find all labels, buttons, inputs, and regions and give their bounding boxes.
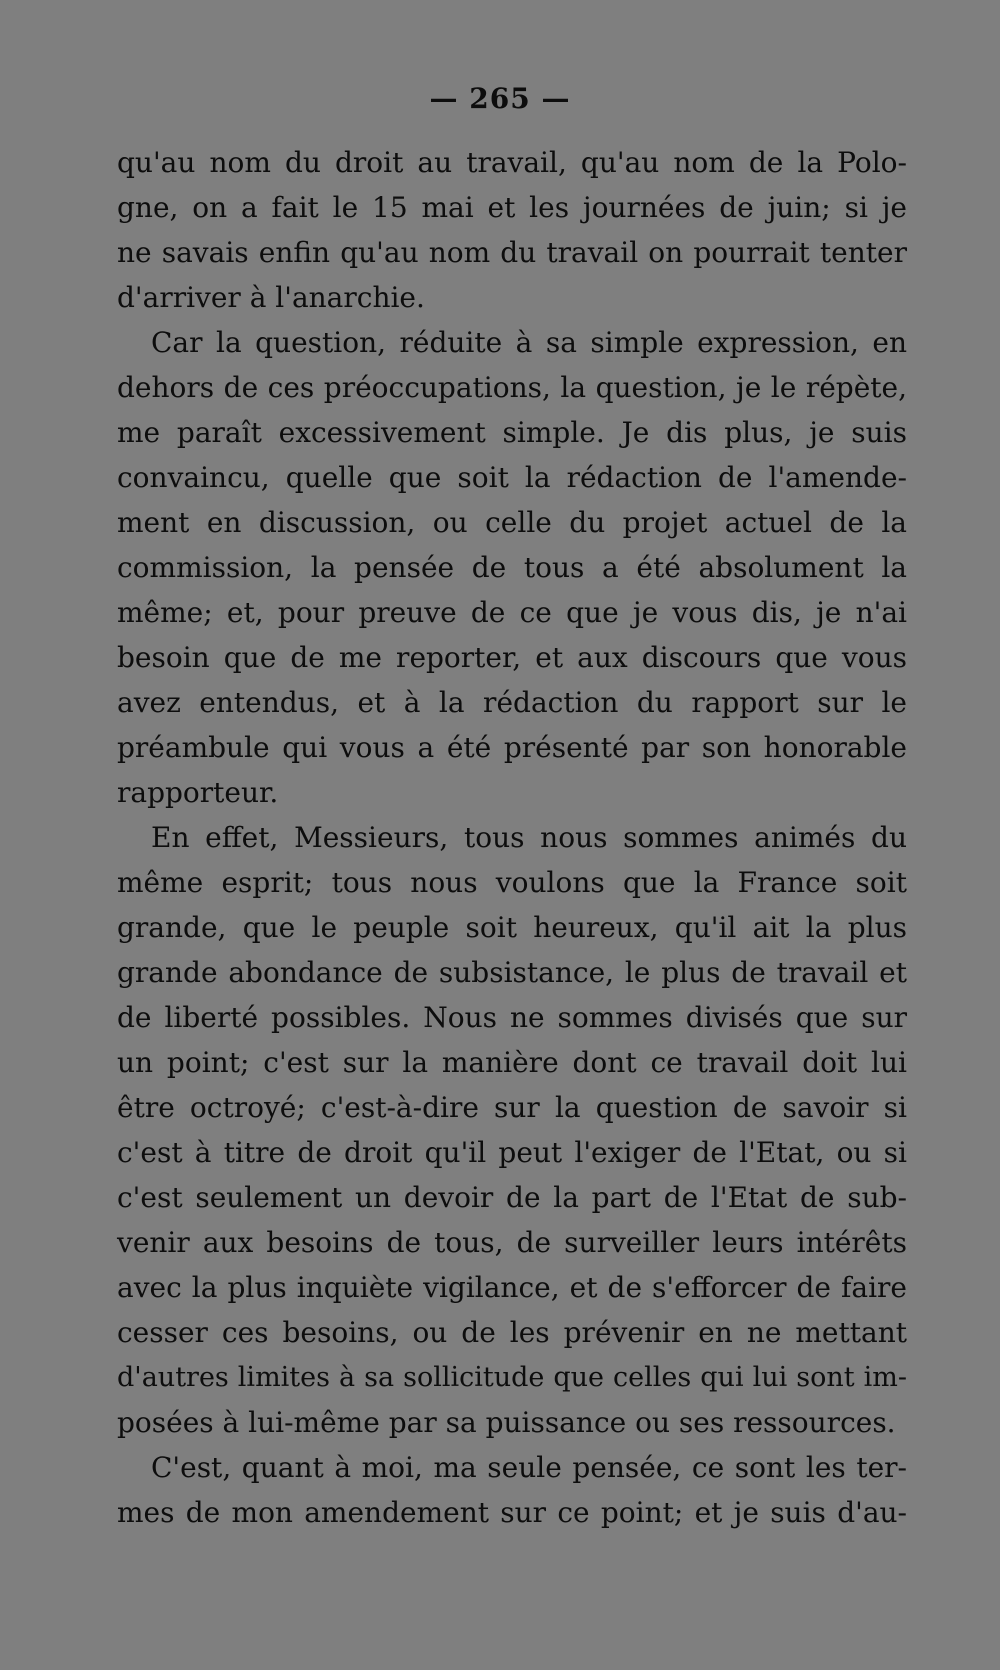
text-line: En effet, Messieurs, tous nous sommes animés du — [151, 821, 907, 854]
text-line: même; et, pour preuve de ce que je vous dis, je n'ai — [117, 596, 907, 629]
text-line: ment en discussion, ou celle du projet actuel de la — [117, 506, 907, 539]
text-line: qu'au nom du droit au travail, qu'au nom de la Polo- — [117, 146, 907, 179]
text-line: c'est seulement un devoir de la part de l'Etat de sub- — [117, 1181, 907, 1214]
text-line: cesser ces besoins, ou de les prévenir en ne mettant — [117, 1316, 907, 1349]
text-line: gne, on a fait le 15 mai et les journées de juin; si je — [117, 191, 907, 224]
text-line: même esprit; tous nous voulons que la France soit — [117, 866, 907, 899]
text-line: mes de mon amendement sur ce point; et je suis d'au- — [117, 1496, 907, 1529]
text-line: un point; c'est sur la manière dont ce travail doit lui — [117, 1046, 907, 1079]
text-line: avez entendus, et à la rédaction du rapport sur le — [117, 686, 907, 719]
text-line: de liberté possibles. Nous ne sommes divisés que sur — [117, 1001, 907, 1034]
text-line: commission, la pensée de tous a été absolument la — [117, 551, 907, 584]
text-line: avec la plus inquiète vigilance, et de s'efforcer de faire — [117, 1271, 907, 1304]
text-line: grande abondance de subsistance, le plus de travail et — [117, 956, 907, 989]
text-line: besoin que de me reporter, et aux discours que vous — [117, 641, 907, 674]
text-line: Car la question, réduite à sa simple expression, en — [151, 326, 907, 359]
text-line: venir aux besoins de tous, de surveiller leurs intérêts — [117, 1226, 907, 1259]
text-line: c'est à titre de droit qu'il peut l'exiger de l'Etat, ou si — [117, 1136, 907, 1169]
text-line: posées à lui-même par sa puissance ou ses ressources. — [117, 1406, 896, 1439]
text-line: C'est, quant à moi, ma seule pensée, ce sont les ter- — [151, 1451, 907, 1484]
text-line: rapporteur. — [117, 776, 279, 809]
text-line: d'autres limites à sa sollicitude que celles qui lui sont im- — [117, 1362, 907, 1393]
text-line: me paraît excessivement simple. Je dis plus, je suis — [117, 416, 907, 449]
page-number: — 265 — — [429, 82, 571, 115]
text-line: préambule qui vous a été présenté par son honorable — [117, 731, 907, 764]
text-line: être octroyé; c'est-à-dire sur la question de savoir si — [117, 1091, 907, 1124]
body-text — [117, 140, 907, 1535]
text-line: grande, que le peuple soit heureux, qu'il ait la plus — [117, 911, 907, 944]
text-line: d'arriver à l'anarchie. — [117, 281, 425, 314]
text-line: convaincu, quelle que soit la rédaction de l'amende- — [117, 461, 907, 494]
text-line: ne savais enfin qu'au nom du travail on pourrait tenter — [117, 236, 907, 269]
text-line: dehors de ces préoccupations, la question, je le répète, — [117, 371, 907, 404]
